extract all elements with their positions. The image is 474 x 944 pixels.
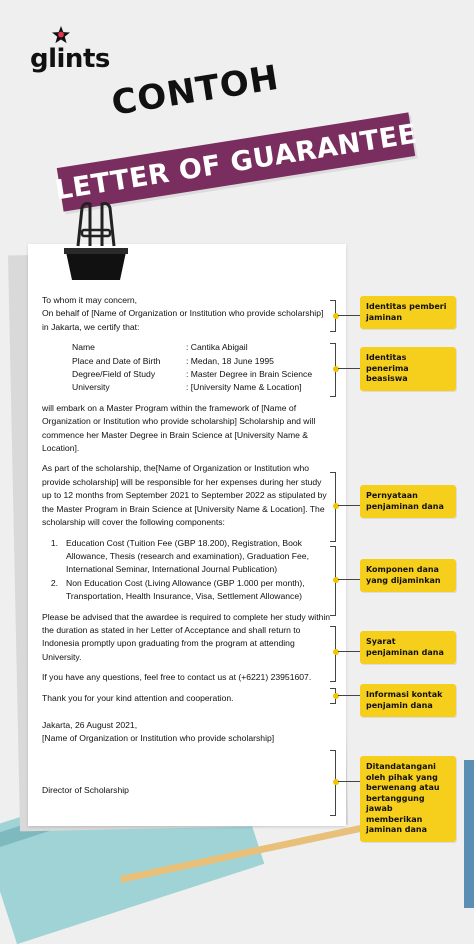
identity-block <box>42 341 332 395</box>
program-paragraph: will embark on a Master Program within the framework of [Name of Organization or Institution who provide scholarship] Scholarship and will commence her Master Degree in Brain Science at [University Name & Location]. <box>42 402 316 454</box>
note-recipient-identity: Identitas penerima beasiswa <box>360 347 456 391</box>
note-funding-conditions: Syarat penjaminan dana <box>360 631 456 664</box>
letter-body <box>42 294 332 797</box>
annotation-connector <box>338 695 360 696</box>
greeting: To whom it may concern, <box>42 295 138 305</box>
signer-title: Director of Scholarship <box>42 784 129 795</box>
annotation-bracket <box>330 750 336 816</box>
intro-paragraph: On behalf of [Name of Organization or Institution who provide scholarship] in Jakarta, we certify that: <box>42 308 324 332</box>
star-icon <box>52 26 70 44</box>
annotation-bracket <box>330 626 336 682</box>
annotation-bracket <box>330 343 336 397</box>
note-signature: Ditandatangani oleh pihak yang berwenang atau bertanggung jawab memberikan jaminan dana <box>360 756 456 842</box>
list-text: Non Education Cost (Living Allowance (GBP 1.000 per month), Transportation, Health Insurance, Visa, Settlement Allowance) <box>66 577 305 602</box>
identity-row <box>72 355 332 368</box>
list-text: Education Cost (Tuition Fee (GBP 18.200), Registration, Book Allowance, Thesis (research and examination), Graduation Fee, International Seminar, International Journal Publication) <box>66 537 309 575</box>
annotation-connector <box>338 315 360 316</box>
identity-row <box>72 368 332 381</box>
identity-value: : Master Degree in Brain Science <box>186 369 313 380</box>
identity-label: Degree/Field of Study <box>72 369 156 380</box>
components-list <box>42 537 332 604</box>
notebook-edge-decoration <box>464 760 474 908</box>
brand-name: glints <box>30 44 110 74</box>
identity-value: : [University Name & Location] <box>186 382 302 393</box>
annotation-bracket <box>330 472 336 542</box>
note-contact-info: Informasi kontak penjamin dana <box>360 684 456 717</box>
annotation-connector <box>338 781 360 782</box>
annotation-bracket <box>330 688 336 704</box>
list-number: 1. <box>50 537 58 548</box>
identity-value: : Cantika Abigail <box>186 342 248 353</box>
annotation-connector <box>338 505 360 506</box>
heading-banner <box>52 112 420 211</box>
heading-line1: CONTOH <box>108 57 282 124</box>
note-guarantor-identity: Identitas pemberi jaminan <box>360 296 456 329</box>
list-item <box>42 577 332 604</box>
annotation-bracket <box>330 546 336 616</box>
guarantee-paragraph: As part of the scholarship, the[Name of Organization or Institution who provide scholarship] will be responsible for her expenses during her study up to 12 months from September 2021 to September 2022 as stipulated by the Master Program in Brain Science at [University Name & Location]. The scholarship will cover the following components: <box>42 463 327 528</box>
identity-label: Name <box>72 342 95 353</box>
note-funding-statement: Pernyataan penjaminan dana <box>360 485 456 518</box>
identity-row <box>72 341 332 354</box>
list-item <box>42 537 332 577</box>
conditions-paragraph: Please be advised that the awardee is required to complete her study within the duration as stated in her Letter of Acceptance and shall return to Indonesia promptly upon graduating from the program at attending University. <box>42 611 331 662</box>
annotation-bracket <box>330 300 336 332</box>
identity-value: : Medan, 18 June 1995 <box>186 355 274 366</box>
identity-row <box>72 381 332 394</box>
identity-label: University <box>72 382 110 393</box>
note-funding-components: Komponen dana yang dijaminkan <box>360 559 456 592</box>
annotation-connector <box>338 368 360 369</box>
annotation-connector <box>338 651 360 652</box>
list-number: 2. <box>50 577 58 588</box>
contact-paragraph: If you have any questions, feel free to contact us at (+6221) 23951607. <box>42 672 312 683</box>
signer-organization: [Name of Organization or Institution who provide scholarship] <box>42 733 275 744</box>
letter-date: Jakarta, 26 August 2021, <box>42 719 138 730</box>
identity-label: Place and Date of Birth <box>72 355 161 366</box>
binder-clip-icon <box>60 202 132 282</box>
annotation-connector <box>338 579 360 580</box>
heading-line2: LETTER OF GUARANTEE <box>52 118 420 206</box>
thanks-paragraph: Thank you for your kind attention and cooperation. <box>42 692 234 703</box>
